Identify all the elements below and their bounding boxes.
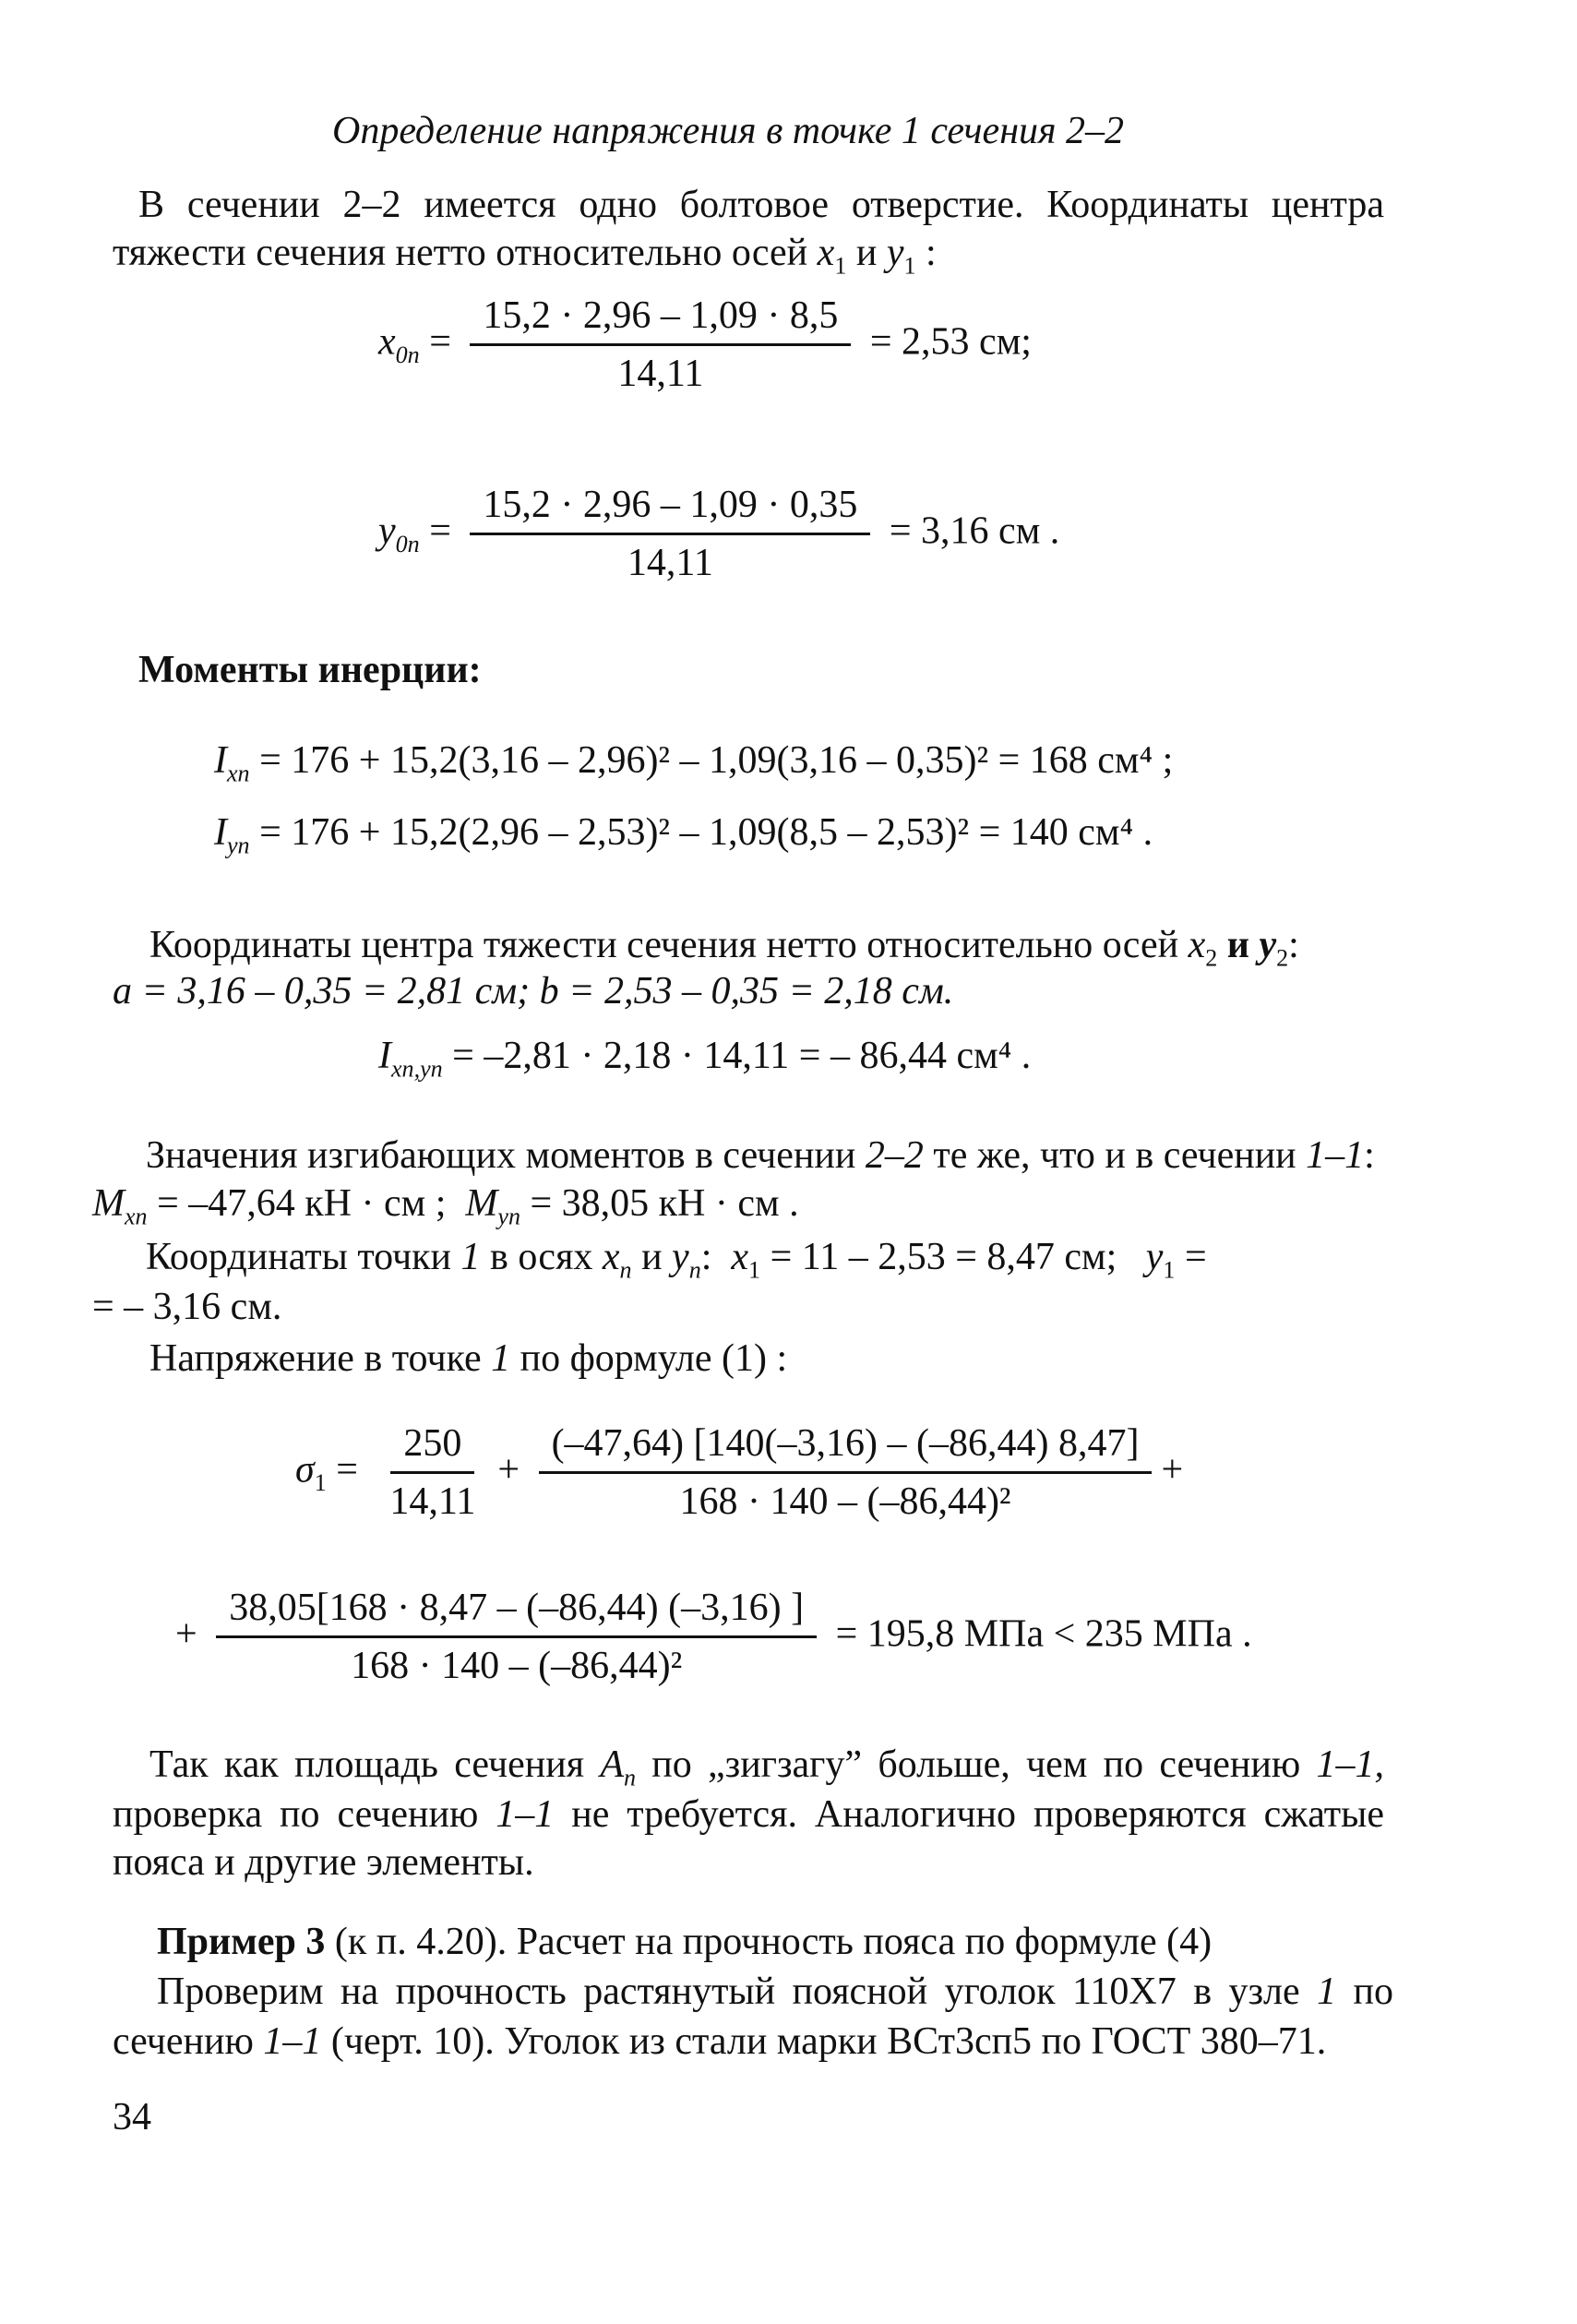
equation-x0n: $x_{0n}$ = $\frac{15,2 \cdot 2,96 - 1,09 \cdot 8,5}{14,11}$ = 2,53 см;	[378, 294, 1032, 396]
page-number: 34	[113, 2096, 151, 2138]
para4-line2: = – 3,16 см.	[92, 1286, 282, 1328]
example-line2: Проверим на прочность растянутый поясной уголок 110Х7 в узле 1 по	[157, 1971, 1394, 2013]
equation-iyn: $I_{yn} = 176 + 15,2(2,96 - 2,53)^2 - 1,09(8,5 - 2,53)^2 = 140$ см⁴ .	[214, 811, 1153, 859]
fraction-sigma-3: $\frac{38,05[168 \cdot 8,47 - (-86,44) (-3,16) ]}{\text{168 · 140 – (–86,44)²}}$	[216, 1586, 817, 1689]
para1-line2: тяжести сечения нетто относительно осей $x_1$ и $y_1$ :	[113, 232, 937, 280]
fraction-y0n: $\frac{15,2 \cdot 2,96 - 1,09 \cdot 0,35}{14,11}$	[470, 483, 870, 586]
para3-line2: $M_{xn} = -47,64$ кН · см ; $M_{yn} = 38,05$ кН · см .	[92, 1182, 799, 1230]
example-title: Пример 3 (к п. 4.20). Расчет на прочность пояса по формуле (4)	[157, 1921, 1213, 1963]
para6-line2: проверка по сечению 1–1 не требуется. Аналогично проверяются сжатые	[113, 1793, 1385, 1836]
equation-y0n: $y_{0n}$ = $\frac{15,2 \cdot 2,96 - 1,09 \cdot 0,35}{14,11}$ = 3,16 см .	[378, 484, 1060, 585]
para6-line1: Так как площадь сечения $A_n$ по „зигзагу” больше, чем по сечению 1–1,	[149, 1743, 1385, 1791]
equation-ixy: $I_{xn,yn} = -2,81 \cdot 2,18 \cdot 14,11$ = – 86,44 см⁴ .	[378, 1035, 1032, 1083]
example-line3: сечению 1–1 (черт. 10). Уголок из стали марки ВСт3сп5 по ГОСТ 380–71.	[113, 2020, 1327, 2063]
para5: Напряжение в точке 1 по формуле (1) :	[149, 1337, 788, 1380]
equation-sigma-line1: $\sigma_1$ = $\frac{250}{14,11}$ + $\frac{(-47,64) [140(-3,16) - (-86,44) 8,47]}{\text{168 · 140 – (–86,44)²}}$ +	[295, 1422, 1184, 1524]
para4-line1: Координаты точки 1 в осях $x_n$ и $y_n$: $x_1 = 11 - 2,53 = 8,47$ см; $y_1$ =	[146, 1236, 1207, 1284]
moments-label: Моменты инерции:	[138, 649, 482, 691]
para1-line1: В сечении 2–2 имеется одно болтовое отверстие. Координаты центра	[138, 184, 1384, 226]
para6-line3: пояса и другие элементы.	[113, 1841, 534, 1884]
fraction-sigma-1: $\frac{250}{14,11}$	[389, 1422, 476, 1524]
para2-line1: Координаты центра тяжести сечения нетто относительно осей $x_2$ и $y_2$:	[149, 924, 1299, 972]
para3-line1: Значения изгибающих моментов в сечении 2–2 те же, что и в сечении 1–1:	[146, 1134, 1375, 1177]
fraction-sigma-2: $\frac{(-47,64) [140(-3,16) - (-86,44) 8,47]}{\text{168 · 140 – (–86,44)²}}$	[539, 1421, 1153, 1525]
section-heading: Определение напряжения в точке 1 сечения 2–2	[332, 110, 1125, 152]
fraction-x0n: $\frac{15,2 \cdot 2,96 - 1,09 \cdot 8,5}{14,11}$	[470, 293, 851, 397]
para2-line2: a = 3,16 – 0,35 = 2,81 см; b = 2,53 – 0,35 = 2,18 см.	[113, 970, 954, 1012]
equation-sigma-line2: + $\frac{38,05[168 \cdot 8,47 - (-86,44) (-3,16) ]}{\text{168 · 140 – (–86,44)²}}$ = 195,8 МПа < 235 МПа .	[175, 1587, 1252, 1688]
equation-ixn: $I_{xn} = 176 + 15,2(3,16 - 2,96)^2 - 1,09(3,16 - 0,35)^2 = 168$ см⁴ ;	[214, 739, 1174, 787]
